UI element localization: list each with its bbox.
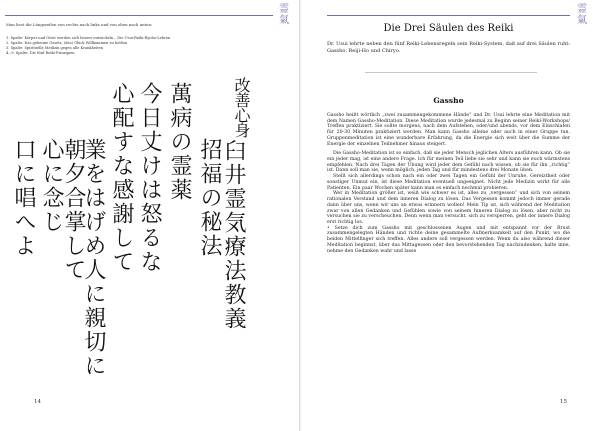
legend-line: 2. Spalte: Das geheime Gesetz, (das) Glück Willkommen zu heißen [6,41,128,46]
reiki-kanji-logo [275,4,293,26]
vertical-column-8: 朝夕合掌して [61,138,86,282]
legend-line: 1. Spalte: Körper und Geist werden sich besser entwickeln – Die Usui-Reiki-Ryoho-Lehren [6,36,171,40]
legend-line: 3. Spalte: Spirituelle Medizin gegen alle Krankheiten [6,46,104,51]
body-paragraph: Stellt sich allerdings schon nach ein oder zwei Tagen ein Gefühl der Unruhe, Gereiztheit oder sonstiger Unmut ein, ist diese Meditation eventuell ungeeignet. Nicht jede Medizin wirkt für alle Patienten. Ein paar Wochen später kann man es einfach nochmal probieren. [327,174,570,191]
header-rule [327,15,570,16]
right-page [301,0,600,431]
body-paragraph: Die Gassho-Meditation ist so einfach, daß sie jeder Mensch jeglichen Alters ausführen kann. Ob sie ein jeder mag, ist eine andere Frage. Ich für meinen Teil liebe sie sehr und kann sie euch wärmstens empfehlen. Nach drei Tagen der Übung wird jeder dem Gefühl nach wissen, ob sie für ihn „richtig“ ist. Dann soll man sie, wenn möglich, jeden Tag und für mindestens drei Monate üben. [327,151,570,174]
logo-kanji-rei: 霊 [577,4,587,15]
section-heading: Gassho [433,96,464,105]
vertical-column-10: 口に唱へよ [11,138,36,258]
logo-kanji-rei: 霊 [279,4,289,15]
page-number: 14 [34,399,41,405]
column-legend [6,36,276,56]
body-paragraph: Gassho heißt wörtlich „zwei zusammengekommene Hände“ und Dr. Usui lehrte eine Meditation mit dem Namen Gassho-Meditation. Diese Meditation wurde jedesmal zu Beginn seiner Reiki-Workshops/ Treffen praktiziert. Sie sollte morgens, nach dem Aufstehen, oder/und abends, vor dem Einschlafen für 20-30 Minuten praktiziert werden. Man kann Gassho alleine oder auch in einer Gruppe tun. Gruppenmeditation ist eine wunderbare Erfahrung, da die Energie sich weit über die Summe der Energie der einzelnen Teilnehmer hinaus steigert. [327,113,570,147]
body-paragraph: Wer in Meditation größer ist, weiß wie schwer es ist, alles zu „vergessen“ und sich von seinem rationalen Verstand und dem inneren Dialog zu lösen. Das Vergessen kommt jedoch immer gerade dann über uns, wenn wir uns an etwas erinnern wollen! Mein Tip ist, sich während der Meditation zwar von allen Gedanken und Gefühlen sowie von seinem Inneren Dialog zu lösen, aber nicht zu versuchen sie zu verscheuchen. Denn wenn man versucht, sich zu versperren, geht der innere Dialog erst richtig los. [327,191,570,225]
vertical-column-4: 萬病の霊薬 [167,82,192,202]
section-divider [365,72,537,73]
reading-direction-note: Man liest die Längszeilen von rechts nach links und von oben nach unten: [6,22,153,27]
left-page [0,0,299,431]
body-text [327,113,570,254]
vertical-column-5: 今日丈けは怒るな [137,82,162,274]
header-rule [5,15,273,16]
reiki-kanji-logo [573,4,591,26]
chapter-intro: Dr. Usui lehrte neben den fünf Reiki-Lebensregeln sein Reiki-System, daß auf drei Säulen ruht: Gassho, Reiji-Ho und Chiryo. [327,41,570,54]
vertical-column-6: 心配すな感謝して [109,82,134,274]
vertical-column-3: 招福の秘法 [197,138,222,258]
vertical-column-1: 改善心身 [232,77,251,137]
page-number: 15 [560,399,567,405]
logo-kanji-ki: 氣 [577,15,587,26]
chapter-heading: Die Drei Säulen des Reiki [383,23,514,34]
reading-instructions [6,22,276,29]
vertical-column-2: 臼井霊気療法教義 [221,139,246,331]
legend-line: 4.–9. Spalte: Die fünf Reiki-Prinzipien [6,51,75,56]
vertical-column-9: 心に念じ [39,138,64,234]
body-paragraph: • Setze dich zum Gassho mit geschlossenen Augen und mit entspannt vor der Brust zusammengelegten Händen und richte deine gesammelte Aufmerksamkeit auf den Punkt, wo die beiden Mittelfinger sich treffen. Alles andere soll vergessen werden. Wenn du also während dieser Meditation beginnst, über das Mittagessen oder den bevorstehenden Tag nachzudenken, halte inne, nehme den Gedanken wahr und lasse [327,225,570,254]
logo-kanji-ki: 氣 [279,15,289,26]
vertical-column-7: 業をはげめ人に親切に [81,138,106,378]
